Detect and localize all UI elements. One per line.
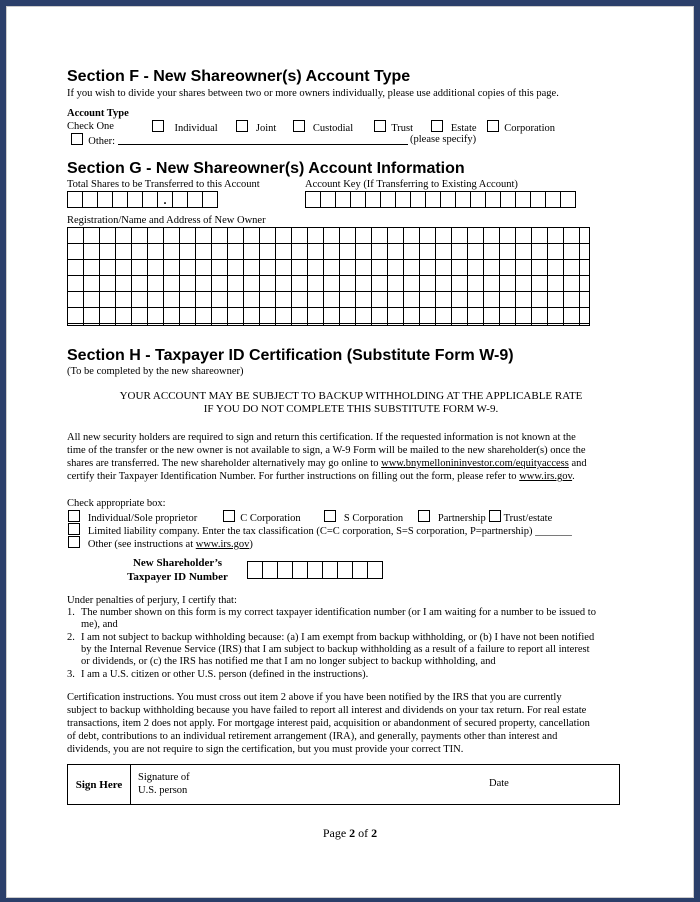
check-box-label: Check appropriate box: <box>67 498 166 509</box>
page-of: of <box>358 826 369 840</box>
checkbox[interactable] <box>68 510 80 522</box>
option-label: Joint <box>255 123 277 134</box>
page-number <box>7 826 693 841</box>
sign-here-label: Sign Here <box>68 765 131 804</box>
option-label: Estate <box>450 123 477 134</box>
decimal-point: . <box>158 192 173 208</box>
option-label: Limited liability company. Enter the tax classification (C=C corporation, S=S corporation, P=partnership) _______ <box>87 526 572 537</box>
account-key-input[interactable] <box>305 191 576 208</box>
account-key-label: Account Key (If Transferring to Existing Account) <box>305 179 518 190</box>
form-page <box>6 6 694 898</box>
intro-text: certify their Taxpayer Identification Number. For further instructions on filling out the form, please refer to <box>67 471 517 482</box>
checkbox[interactable] <box>71 133 83 145</box>
checkbox[interactable] <box>489 510 501 522</box>
checkbox[interactable] <box>68 536 80 548</box>
cert-item-line: me), and <box>81 619 118 630</box>
cert-instr-line: of debt, contributions to an individual retirement arrangement (IRA), and generally, payments other than interest and <box>67 731 558 742</box>
account-type-label: Account Type <box>67 108 129 119</box>
checkbox[interactable] <box>324 510 336 522</box>
option-other[interactable] <box>71 133 115 148</box>
perjury-text: Under penalties of perjury, I certify that: <box>67 595 237 606</box>
signature-field[interactable] <box>198 767 478 802</box>
page-current: 2 <box>349 826 356 840</box>
section-g-title: Section G - New Shareowner(s) Account Information <box>67 160 465 177</box>
intro-line-3 <box>67 457 587 470</box>
checkbox[interactable] <box>418 510 430 522</box>
option-label: Partnership <box>437 513 486 524</box>
cert-item-line: by the Internal Revenue Service (IRS) that I am subject to backup withholding as a result of a failure to report all interest <box>81 644 590 655</box>
check-one-label: Check One <box>67 121 114 132</box>
cert-instr-line: transactions, item 2 does not apply. For mortgage interest paid, acquisition or abandonment of secured property, cancellation <box>67 718 590 729</box>
section-h-subtitle: (To be completed by the new shareowner) <box>67 366 244 377</box>
cert-instr-line: Certification instructions. You must cross out item 2 above if you have been notified by the IRS that you are currently <box>67 692 562 703</box>
intro-text: . <box>572 471 575 482</box>
section-f-title: Section F - New Shareowner(s) Account Type <box>67 68 411 85</box>
option-label: Individual <box>174 123 218 134</box>
intro-line-4 <box>67 470 575 483</box>
intro-text: shares are transferred. The new shareholder alternatively may go online to <box>67 458 379 469</box>
irs-link[interactable]: www.irs.gov <box>195 539 250 550</box>
option-label: Trust/estate <box>503 513 553 524</box>
cert-item-line: The number shown on this form is my correct taxpayer identification number (or I am waiting for a number to be issued to <box>81 607 596 618</box>
date-field[interactable] <box>520 767 615 802</box>
signature-label-line2: U.S. person <box>138 785 188 796</box>
intro-line-1: All new security holders are required to sign and return this certification. If the requested information is not known at the <box>67 432 576 443</box>
tin-input[interactable] <box>247 561 383 579</box>
section-f-intro: If you wish to divide your shares between two or more owners individually, please use additional copies of this page. <box>67 88 559 99</box>
equityaccess-link[interactable]: www.bnymellonininvestor.com/equityaccess <box>381 458 569 469</box>
signature-label-line1: Signature of <box>138 772 190 783</box>
option-label: ) <box>249 539 253 550</box>
cert-item-num: 3. <box>67 669 75 680</box>
backup-warning-line2: IF YOU DO NOT COMPLETE THIS SUBSTITUTE FORM W-9. <box>203 403 499 415</box>
checkbox[interactable] <box>374 120 386 132</box>
cert-item-line: I am not subject to backup withholding because: (a) I am exempt from backup withholding, or (b) I have not been notified <box>81 632 595 643</box>
registration-grid[interactable] <box>67 227 590 326</box>
option-label: Custodial <box>312 123 354 134</box>
cert-item-line: or dividends, or (c) the IRS has notified me that I am no longer subject to backup withholding, and <box>81 656 496 667</box>
backup-warning-line1: YOUR ACCOUNT MAY BE SUBJECT TO BACKUP WITHHOLDING AT THE APPLICABLE RATE <box>119 390 583 402</box>
tin-label-line1: New Shareholder’s <box>132 557 223 569</box>
irs-link[interactable]: www.irs.gov <box>519 471 573 482</box>
tax-other[interactable] <box>68 536 253 551</box>
section-h-title: Section H - Taxpayer ID Certification (Substitute Form W-9) <box>67 347 514 364</box>
checkbox[interactable] <box>223 510 235 522</box>
checkbox[interactable] <box>293 120 305 132</box>
page-prefix: Page <box>322 826 347 840</box>
cert-instr-line: dividends, you are not require to sign the certification, but you must provide your correct TIN. <box>67 744 464 755</box>
other-specify-line[interactable] <box>118 133 408 145</box>
checkbox[interactable] <box>236 120 248 132</box>
cert-item-num: 1. <box>67 607 75 618</box>
intro-text: and <box>571 458 587 469</box>
checkbox[interactable] <box>487 120 499 132</box>
option-label: Other (see instructions at <box>87 539 194 550</box>
tin-label-line2: Taxpayer ID Number <box>127 571 228 583</box>
signature-box <box>67 764 620 805</box>
total-shares-label: Total Shares to be Transferred to this Account <box>67 179 260 190</box>
other-hint: (please specify) <box>410 134 477 145</box>
registration-label: Registration/Name and Address of New Owner <box>67 215 266 226</box>
date-label: Date <box>489 778 509 789</box>
checkbox[interactable] <box>431 120 443 132</box>
cert-instr-line: subject to backup withholding because you have failed to report all interest and dividends on your tax return. For real estate <box>67 705 587 716</box>
checkbox[interactable] <box>68 523 80 535</box>
total-shares-input[interactable] <box>67 191 218 208</box>
page-total: 2 <box>371 826 378 840</box>
option-corporation[interactable] <box>487 120 555 135</box>
intro-line-2: time of the transfer or the new owner is not available to sign, a W-9 Form will be mailed to the new shareholder(s) once the <box>67 445 586 456</box>
checkbox[interactable] <box>152 120 164 132</box>
option-label: C Corporation <box>240 513 301 524</box>
option-label: Other: <box>88 136 116 147</box>
cert-item-num: 2. <box>67 632 75 643</box>
cert-item-line: I am a U.S. citizen or other U.S. person (defined in the instructions). <box>81 669 369 680</box>
option-label: S Corporation <box>343 513 404 524</box>
option-label: Trust <box>391 123 414 134</box>
option-label: Corporation <box>504 123 555 134</box>
option-label: Individual/Sole proprietor <box>87 513 198 524</box>
